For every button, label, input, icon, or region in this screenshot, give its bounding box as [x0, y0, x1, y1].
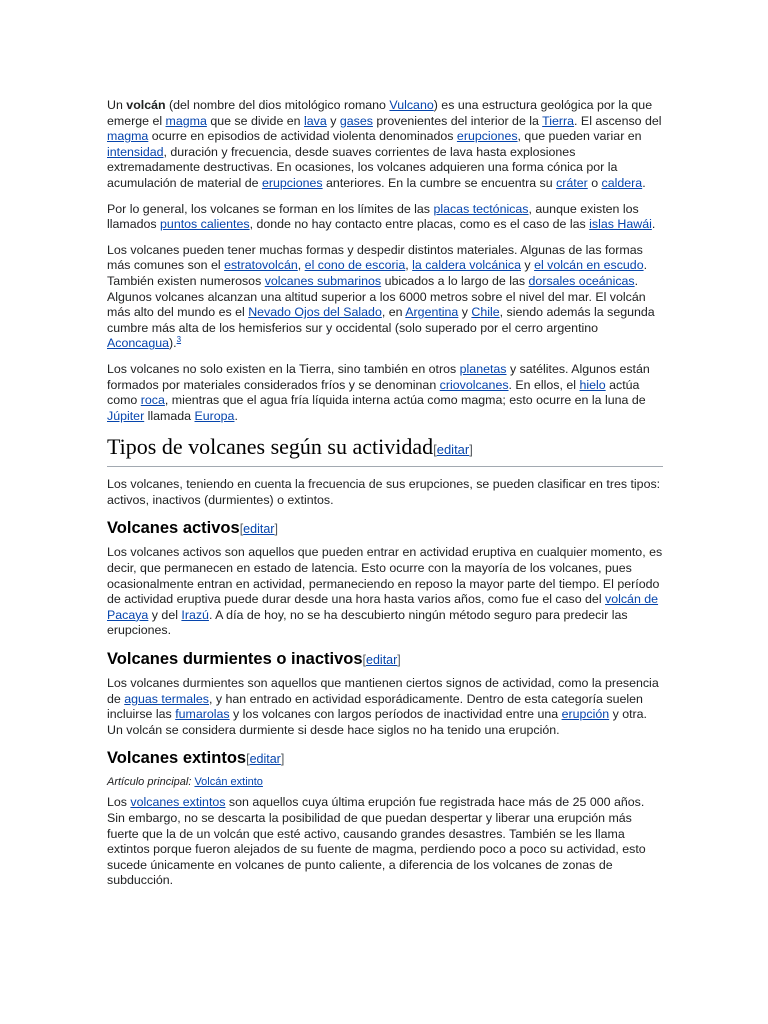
durmientes-paragraph	[107, 676, 663, 738]
text: . A día de hoy, no se ha descubierto ningún método seguro para predecir las erupciones.	[107, 607, 628, 638]
edit-section: [editar]	[362, 653, 401, 668]
footnote-link[interactable]: 3	[176, 335, 182, 345]
text: llamada	[144, 408, 195, 423]
hatnote-label: Artículo principal:	[107, 776, 195, 789]
link-placas-tectonicas[interactable]: placas tectónicas	[433, 201, 529, 216]
text: y	[326, 113, 340, 128]
link-europa[interactable]: Europa	[194, 408, 235, 423]
link-puntos-calientes[interactable]: puntos calientes	[160, 217, 250, 232]
text: . También existen numerosos	[107, 258, 648, 288]
link-fumarolas[interactable]: fumarolas	[175, 707, 230, 722]
text: Los	[107, 795, 131, 810]
edit-section: [editar]	[239, 522, 278, 537]
text: , mientras que el agua fría líquida interna actúa como magma; esto ocurre en la luna de	[164, 393, 646, 408]
link-volcan-en-escudo[interactable]: el volcán en escudo	[534, 258, 644, 273]
link-gases[interactable]: gases	[339, 113, 373, 128]
text: , siendo además la segunda cumbre más alta de los hemisferios sur y occidental (solo superado por el cerro argentino	[107, 305, 655, 335]
link-roca[interactable]: roca	[140, 393, 165, 408]
link-volcan-de-pacaya[interactable]: volcán de Pacaya	[107, 592, 659, 622]
link-vulcano[interactable]: Vulcano	[389, 98, 434, 112]
link-nevado-ojos-del-salado[interactable]: Nevado Ojos del Salado	[248, 305, 382, 320]
heading-text: Volcanes activos	[107, 519, 240, 538]
text: ,	[297, 258, 305, 273]
text: Por lo general, los volcanes se forman en los límites de las	[107, 201, 434, 216]
text: Los volcanes pueden tener muchas formas y despedir distintos materiales. Algunas de las formas más comunes son el	[107, 242, 643, 273]
edit-link[interactable]: editar	[249, 752, 281, 767]
text: ocurre en episodios de actividad violenta denominados	[148, 129, 457, 144]
activos-paragraph	[107, 545, 663, 639]
edit-link[interactable]: editar	[436, 442, 470, 458]
link-planetas[interactable]: planetas	[459, 361, 507, 376]
link-volcanes-submarinos[interactable]: volcanes submarinos	[264, 273, 382, 288]
section-heading-durmientes	[107, 649, 663, 670]
text: ) es una estructura geológica por la que emerge el	[107, 98, 653, 128]
text: (del nombre del dios mitológico romano	[165, 98, 390, 112]
text: anteriores. En la cumbre se encuentra su	[322, 175, 557, 190]
text: ,	[405, 258, 413, 273]
link-magma[interactable]: magma	[165, 113, 207, 128]
edit-link[interactable]: editar	[366, 653, 398, 668]
bold-term: volcán	[126, 98, 166, 112]
link-jupiter[interactable]: Júpiter	[107, 408, 145, 423]
tipos-paragraph: Los volcanes, teniendo en cuenta la frecuencia de sus erupciones, se pueden clasificar en tres tipos: activos, inactivos (durmientes) o extintos.	[107, 477, 661, 507]
text: , duración y frecuencia, desde suaves corrientes de lava hasta explosiones extremadamente destructivas. En ocasiones, los volcanes adquieren una forma cónica por la acumulación de material de	[107, 144, 618, 190]
edit-section: [editar]	[433, 442, 473, 458]
text: ).	[169, 336, 177, 351]
text: .	[234, 408, 238, 423]
link-criovolcanes[interactable]: criovolcanes	[439, 377, 509, 392]
heading-text: Volcanes durmientes o inactivos	[107, 650, 363, 669]
text: , que pueden variar en	[517, 129, 642, 144]
text: .	[642, 175, 646, 190]
link-tierra[interactable]: Tierra	[542, 113, 575, 128]
text: , y han entrado en actividad esporádicamente. Dentro de esta categoría suelen incluirse las	[107, 691, 643, 722]
hatnote	[107, 775, 663, 789]
text: Los volcanes no solo existen en la Tierra, sino también en otros	[107, 361, 460, 376]
text: y	[520, 258, 535, 273]
text: ubicados a lo largo de las	[381, 273, 529, 288]
text: Un	[107, 98, 127, 112]
link-magma-2[interactable]: magma	[107, 129, 149, 144]
text: . Algunos volcanes alcanzan una altitud superior a los 6000 metros sobre el nivel del mar. El volcán más alto del mundo es el	[107, 273, 646, 320]
intro-paragraph-2	[107, 202, 663, 233]
link-intensidad[interactable]: intensidad	[107, 144, 164, 159]
text: actúa como	[107, 377, 640, 408]
link-erupcion[interactable]: erupción	[561, 707, 610, 722]
link-caldera[interactable]: caldera	[601, 175, 643, 190]
edit-section: [editar]	[246, 752, 285, 767]
article-body	[107, 98, 663, 889]
link-dorsales-oceanicas[interactable]: dorsales oceánicas	[528, 273, 635, 288]
edit-link[interactable]: editar	[243, 522, 275, 537]
text: y del	[148, 607, 182, 622]
link-erupciones[interactable]: erupciones	[456, 129, 518, 144]
text: Los volcanes durmientes son aquellos que mantienen ciertos signos de actividad, como la presencia de	[107, 676, 659, 706]
link-islas-hawai[interactable]: islas Hawái	[589, 217, 652, 232]
section-heading-extintos	[107, 748, 663, 769]
intro-paragraph-3	[107, 243, 663, 352]
extintos-paragraph	[107, 795, 663, 889]
link-erupciones-2[interactable]: erupciones	[261, 175, 323, 190]
text: que se divide en	[206, 113, 305, 128]
text: , aunque existen los llamados	[107, 201, 639, 232]
link-hielo[interactable]: hielo	[579, 377, 606, 392]
link-caldera-volcanica[interactable]: la caldera volcánica	[412, 258, 521, 273]
link-irazu[interactable]: Irazú	[181, 607, 209, 622]
text: Los volcanes activos son aquellos que pueden entrar en actividad eruptiva en cualquier momento, es decir, que permanecen en estado de latencia. Esto ocurre con la mayoría de los volcanes, pues ocasionalmente entran en actividad, permaneciendo en reposo la mayor parte del tiempo. El período de actividad eruptiva puede durar desde una hora hasta varios años, como fue el caso del	[107, 545, 663, 607]
section-heading-activos	[107, 518, 663, 539]
link-estratovolcan[interactable]: estratovolcán	[224, 258, 298, 273]
text: y los volcanes con largos períodos de inactividad entre una	[229, 707, 562, 722]
link-aconcagua[interactable]: Aconcagua	[107, 336, 170, 351]
text: . El ascenso del	[574, 113, 662, 128]
heading-text: Tipos de volcanes según su actividad	[107, 434, 434, 460]
text: son aquellos cuya última erupción fue registrada hace más de 25 000 años. Sin embargo, no se descarta la posibilidad de que puedan despertar y liberar una erupción más fuerte que la de un volcán que esté activo, causando grandes desastres. También se les llama extintos porque fueron alejados de su fuente de magma, perdiendo poco a poco su actividad, esto sucede únicamente en volcanes de punto caliente, a diferencia de los volcanes de zonas de subducción.	[107, 795, 646, 888]
link-volcan-extinto[interactable]: Volcán extinto	[194, 776, 263, 789]
text: o	[587, 175, 602, 190]
intro-paragraph-1	[107, 98, 663, 192]
text: . En ellos, el	[508, 377, 580, 392]
text: , en	[381, 305, 406, 320]
text: y satélites. Algunos están formados por materiales considerados fríos y se denominan	[107, 361, 650, 392]
intro-paragraph-4	[107, 362, 663, 424]
link-cono-de-escoria[interactable]: el cono de escoria	[304, 258, 406, 273]
link-chile[interactable]: Chile	[471, 305, 500, 320]
section-heading-tipos	[107, 434, 663, 467]
text: .	[651, 217, 656, 232]
link-aguas-termales[interactable]: aguas termales	[124, 691, 209, 706]
text: y otra. Un volcán se considera durmiente si desde hace siglos no ha tenido una erupción.	[107, 707, 647, 737]
link-lava[interactable]: lava	[304, 113, 327, 128]
link-volcanes-extintos[interactable]: volcanes extintos	[130, 795, 226, 810]
heading-text: Volcanes extintos	[107, 749, 247, 768]
text: y	[458, 305, 472, 320]
link-crater[interactable]: cráter	[556, 175, 588, 190]
text: , donde no hay contacto entre placas, como es el caso de las	[249, 217, 590, 232]
link-argentina[interactable]: Argentina	[405, 305, 459, 320]
text: provenientes del interior de la	[372, 113, 543, 128]
